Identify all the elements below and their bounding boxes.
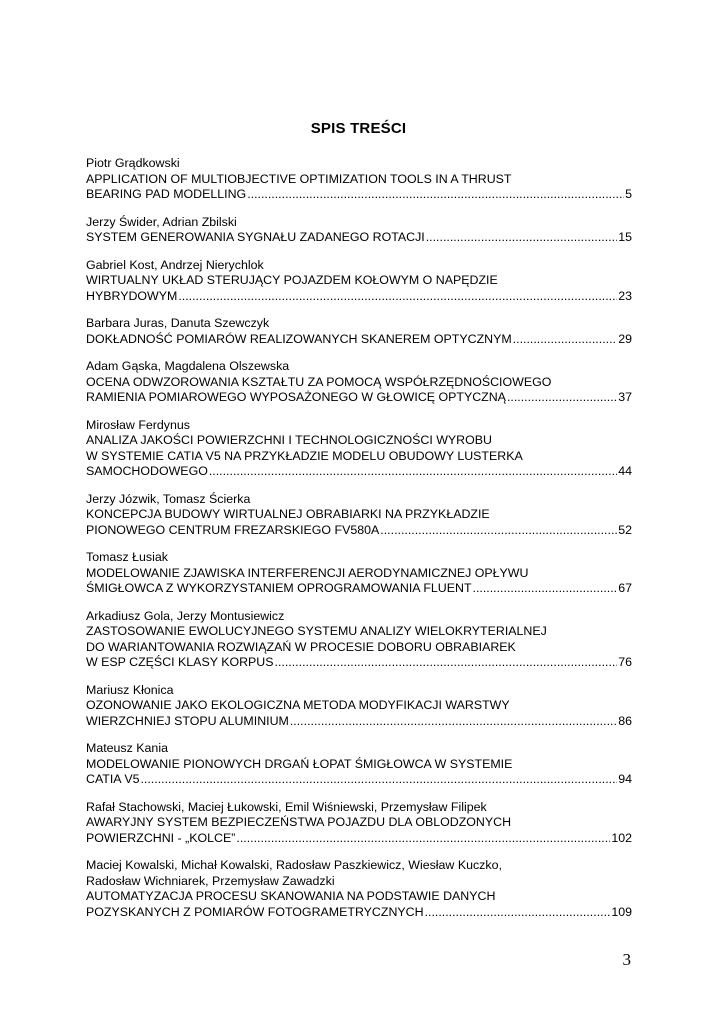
entry-title-line: W SYSTEMIE CATIA V5 NA PRZYKŁADZIE MODELU OBUDOWY LUSTERKA (86, 448, 523, 463)
entry-title-final-line (86, 332, 632, 348)
entry-title-line: PIONOWEGO CENTRUM FREZARSKIEGO FV580A (86, 522, 380, 537)
entry-title-line: ŚMIGŁOWCA Z WYKORZYSTANIEM OPROGRAMOWANIA FLUENT (86, 581, 472, 595)
toc-entry (86, 550, 632, 597)
entry-title-final-line (86, 714, 632, 730)
toc-entry (86, 215, 632, 246)
dot-leader (247, 187, 624, 203)
dot-leader (140, 772, 617, 788)
entry-title-final-line (86, 831, 632, 847)
entry-title-line: RAMIENIA POMIAROWEGO WYPOSAŻONEGO W GŁOWICĘ OPTYCZNĄ (86, 390, 506, 404)
entry-title-line: POWIERZCHNI - „KOLCE” (86, 830, 236, 845)
entry-page-number: 102 (611, 830, 632, 845)
entry-title-final-line (86, 464, 632, 480)
entry-title-final-line (86, 905, 632, 921)
entry-authors: Radosław Wichniarek, Przemysław Zawadzki (86, 873, 335, 888)
entry-authors: Barbara Juras, Danuta Szewczyk (86, 316, 270, 330)
entry-title-line: SYSTEM GENEROWANIA SYGNAŁU ZADANEGO ROTACJI (86, 230, 425, 244)
toc-entry (86, 359, 632, 406)
entry-title-line: DO WARIANTOWANIA ROZWIĄZAŃ W PROCESIE DOBORU OBRABIAREK (86, 639, 516, 654)
entry-title-final-line (86, 390, 632, 406)
dot-leader (178, 289, 617, 305)
entry-title-final-line (86, 772, 632, 788)
entry-title-line: HYBRYDOWYM (86, 288, 178, 303)
dot-leader (290, 714, 617, 730)
entry-title-line: APPLICATION OF MULTIOBJECTIVE OPTIMIZATION TOOLS IN A THRUST (86, 171, 512, 186)
entry-title-line: CATIA V5 (86, 772, 140, 786)
dot-leader (209, 464, 617, 480)
dot-leader (275, 655, 618, 671)
entry-title-final-line (86, 289, 632, 305)
entry-page-number: 67 (618, 581, 632, 595)
entry-title-line: MODELOWANIE ZJAWISKA INTERFERENCJI AERODYNAMICZNEJ OPŁYWU (86, 565, 529, 580)
entry-page-number: 15 (618, 230, 632, 244)
entry-title-line: OZONOWANIE JAKO EKOLOGICZNA METODA MODYFIKACJI WARSTWY (86, 698, 510, 712)
entry-title-line: WIRTUALNY UKŁAD STERUJĄCY POJAZDEM KOŁOWYM O NAPĘDZIE (86, 273, 498, 287)
entry-authors: Adam Gąska, Magdalena Olszewska (86, 359, 290, 373)
entry-authors: Gabriel Kost, Andrzej Nierychlok (86, 257, 264, 272)
entry-page-number: 52 (618, 522, 632, 537)
page-title: SPIS TREŚCI (310, 120, 407, 137)
entry-authors: Piotr Grądkowski (86, 156, 180, 170)
entry-page-number: 44 (618, 464, 632, 478)
entry-title-line: BEARING PAD MODELLING (86, 187, 247, 201)
entry-title-line: MODELOWANIE PIONOWYCH DRGAŃ ŁOPAT ŚMIGŁOWCA W SYSTEMIE (86, 756, 513, 771)
entry-authors: Mirosław Ferdynus (86, 417, 190, 432)
entry-authors: Maciej Kowalski, Michał Kowalski, Radosław Paszkiewicz, Wiesław Kuczko, (86, 858, 502, 872)
entry-authors: Mariusz Kłonica (86, 682, 174, 697)
entry-authors: Rafał Stachowski, Maciej Łukowski, Emil Wiśniewski, Przemysław Filipek (86, 799, 487, 814)
entry-title-line: W ESP CZĘŚCI KLASY KORPUS (86, 655, 274, 669)
dot-leader (425, 905, 611, 921)
entry-authors: Mateusz Kania (86, 741, 168, 755)
entry-title-line: KONCEPCJA BUDOWY WIRTUALNEJ OBRABIARKI NA PRZYKŁADZIE (86, 507, 490, 521)
toc-entry (86, 418, 632, 480)
entry-page-number: 86 (618, 713, 632, 728)
entry-title-line: AWARYJNY SYSTEM BEZPIECZEŃSTWA POJAZDU DLA OBLODZONYCH (86, 815, 512, 829)
dot-leader (513, 332, 618, 348)
entry-authors: Tomasz Łusiak (86, 550, 168, 564)
entry-title-final-line (86, 230, 632, 246)
dot-leader (380, 523, 617, 539)
entry-title-final-line (86, 187, 632, 203)
entry-page-number: 76 (618, 655, 632, 669)
toc-entry (86, 316, 632, 347)
entry-authors: Jerzy Świder, Adrian Zbilski (86, 214, 237, 229)
entry-title-final-line (86, 581, 632, 597)
entry-title-line: POZYSKANYCH Z POMIARÓW FOTOGRAMETRYCZNYCH (86, 904, 424, 919)
entry-title-line: DOKŁADNOŚĆ POMIARÓW REALIZOWANYCH SKANEREM OPTYCZNYM (86, 331, 512, 346)
dot-leader (473, 581, 618, 597)
entry-title-line: ANALIZA JAKOŚCI POWIERZCHNI I TECHNOLOGICZNOŚCI WYROBU (86, 433, 492, 447)
entry-authors: Arkadiusz Gola, Jerzy Montusiewicz (86, 608, 285, 623)
toc-entry (86, 800, 632, 847)
toc-entry (86, 156, 632, 203)
toc-entry (86, 741, 632, 788)
entry-page-number: 94 (618, 772, 632, 786)
entry-page-number: 29 (618, 331, 632, 346)
toc-entry (86, 609, 632, 671)
entry-page-number: 23 (618, 288, 632, 303)
entry-title-line: AUTOMATYZACJA PROCESU SKANOWANIA NA PODSTAWIE DANYCH (86, 889, 496, 903)
entry-title-line: ZASTOSOWANIE EWOLUCYJNEGO SYSTEMU ANALIZY WIELOKRYTERIALNEJ (86, 624, 547, 638)
toc-entry (86, 258, 632, 305)
entry-authors: Jerzy Józwik, Tomasz Ścierka (86, 491, 251, 506)
entry-title-line: SAMOCHODOWEGO (86, 464, 208, 478)
toc-entry (86, 492, 632, 539)
entry-page-number: 109 (611, 904, 632, 919)
dot-leader (426, 230, 617, 246)
dot-leader (507, 390, 617, 406)
entry-title-line: OCENA ODWZOROWANIA KSZTAŁTU ZA POMOCĄ WSPÓŁRZĘDNOŚCIOWEGO (86, 374, 552, 389)
toc-entry (86, 858, 632, 920)
dot-leader (236, 831, 610, 847)
table-of-contents (86, 156, 632, 920)
entry-title-line: WIERZCHNIEJ STOPU ALUMINIUM (86, 713, 289, 728)
entry-page-number: 37 (618, 390, 632, 404)
entry-title-final-line (86, 523, 632, 539)
entry-page-number: 5 (625, 187, 632, 201)
page-number: 3 (622, 950, 631, 969)
toc-entry (86, 683, 632, 730)
entry-title-final-line (86, 655, 632, 671)
